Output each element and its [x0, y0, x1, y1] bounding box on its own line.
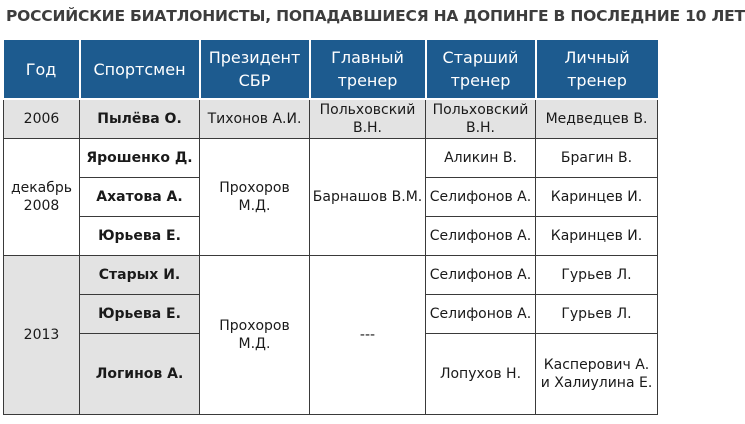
- personal-coach-cell: Медведцев В.: [536, 99, 658, 139]
- athlete-cell: Юрьева Е.: [80, 217, 200, 256]
- senior-coach-cell: Селифонов А.: [426, 217, 536, 256]
- personal-coach-cell: Гурьев Л.: [536, 256, 658, 295]
- president-cell: Тихонов А.И.: [200, 99, 310, 139]
- head-coach-cell: Барнашов В.М.: [310, 139, 426, 256]
- athlete-cell: Ахатова А.: [80, 178, 200, 217]
- year-cell: 2013: [4, 256, 80, 415]
- president-cell: Прохоров М.Д.: [200, 256, 310, 415]
- head-coach-cell: ---: [310, 256, 426, 415]
- year-cell: 2006: [4, 99, 80, 139]
- header-senior-coach: Старший тренер: [426, 40, 536, 99]
- header-head-coach: Главный тренер: [310, 40, 426, 99]
- senior-coach-cell: Селифонов А.: [426, 178, 536, 217]
- table-row: [4, 99, 658, 139]
- senior-coach-cell: Лопухов Н.: [426, 334, 536, 415]
- head-coach-cell: Польховский В.Н.: [310, 99, 426, 139]
- header-athlete: Спортсмен: [80, 40, 200, 99]
- president-cell: Прохоров М.Д.: [200, 139, 310, 256]
- year-cell: декабрь 2008: [4, 139, 80, 256]
- header-year: Год: [4, 40, 80, 99]
- athlete-cell: Ярошенко Д.: [80, 139, 200, 178]
- page-title: РОССИЙСКИЕ БИАТЛОНИСТЫ, ПОПАДАВШИЕСЯ НА ДОПИНГЕ В ПОСЛЕДНИЕ 10 ЛЕТ: [6, 7, 745, 25]
- senior-coach-cell: Аликин В.: [426, 139, 536, 178]
- athlete-cell: Юрьева Е.: [80, 295, 200, 334]
- doping-table: [3, 40, 658, 415]
- athlete-cell: Старых И.: [80, 256, 200, 295]
- header-president: Президент СБР: [200, 40, 310, 99]
- senior-coach-cell: Польховский В.Н.: [426, 99, 536, 139]
- personal-coach-cell: Гурьев Л.: [536, 295, 658, 334]
- personal-coach-cell: Каринцев И.: [536, 217, 658, 256]
- athlete-cell: Пылёва О.: [80, 99, 200, 139]
- table-row: [4, 139, 658, 178]
- personal-coach-cell: Брагин В.: [536, 139, 658, 178]
- table-row: [4, 256, 658, 295]
- athlete-cell: Логинов А.: [80, 334, 200, 415]
- senior-coach-cell: Селифонов А.: [426, 295, 536, 334]
- personal-coach-cell: Касперович А. и Халиулина Е.: [536, 334, 658, 415]
- header-personal-coach: Личный тренер: [536, 40, 658, 99]
- personal-coach-cell: Каринцев И.: [536, 178, 658, 217]
- senior-coach-cell: Селифонов А.: [426, 256, 536, 295]
- table-header-row: [4, 40, 658, 99]
